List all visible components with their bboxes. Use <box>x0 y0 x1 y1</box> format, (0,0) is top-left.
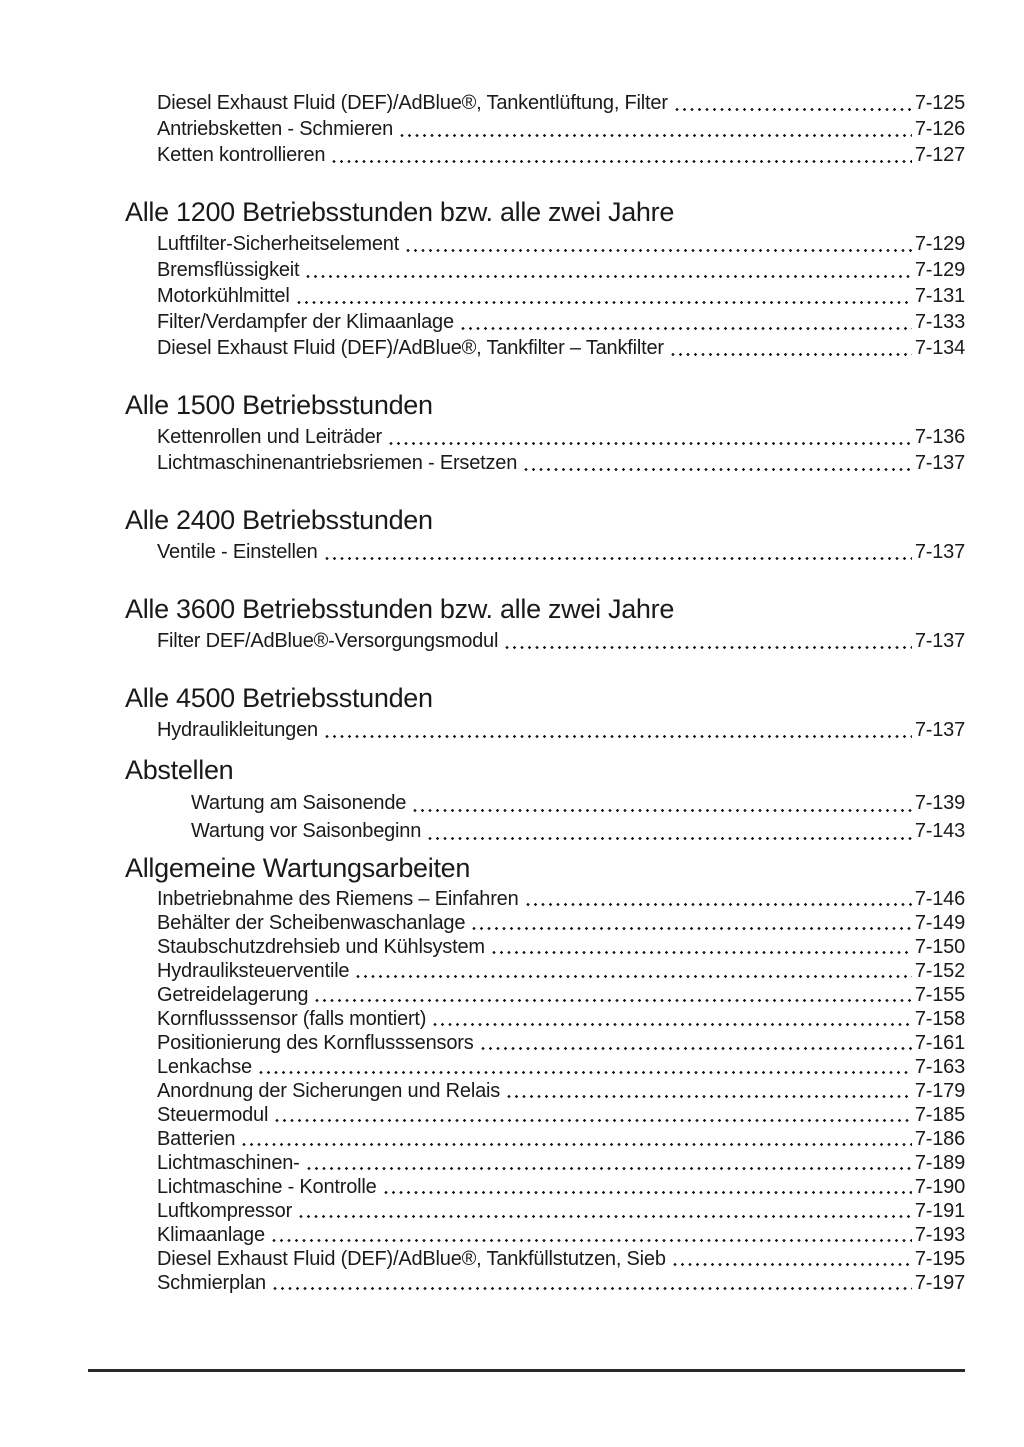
dot-leader <box>273 1287 912 1290</box>
toc-entry <box>125 1247 965 1271</box>
toc-entry-page: 7-137 <box>914 452 965 474</box>
toc-entry <box>125 309 965 335</box>
toc-entry-page: 7-131 <box>914 285 965 307</box>
toc-entry <box>125 911 965 935</box>
toc-entry-label: Lichtmaschine - Kontrolle <box>157 1176 377 1198</box>
toc-entry-page: 7-163 <box>914 1056 965 1078</box>
toc-section <box>125 195 965 361</box>
toc-entry-page: 7-185 <box>914 1104 965 1126</box>
toc-entry-page: 7-155 <box>914 984 965 1006</box>
toc-entry-label: Klimaanlage <box>157 1224 265 1246</box>
toc-entry <box>125 789 965 817</box>
toc-entry-label: Positionierung des Kornflusssensors <box>157 1032 474 1054</box>
toc-entry-label: Diesel Exhaust Fluid (DEF)/AdBlue®, Tankentlüftung, Filter <box>157 92 668 114</box>
toc-section <box>125 90 965 168</box>
dot-leader <box>400 134 912 137</box>
toc-entry <box>125 1127 965 1151</box>
section-rows <box>125 424 965 476</box>
toc-entry-page: 7-143 <box>914 820 965 842</box>
toc-entry-label: Luftfilter-Sicherheitselement <box>157 233 400 255</box>
toc-entry <box>125 1175 965 1199</box>
toc-entry-page: 7-186 <box>914 1128 965 1150</box>
dot-leader <box>307 1167 912 1170</box>
section-header: Alle 1500 Betriebsstunden <box>125 390 433 420</box>
toc-entry-label: Filter/Verdampfer der Klimaanlage <box>157 311 454 333</box>
toc-entry <box>125 1151 965 1175</box>
dot-leader <box>325 557 912 560</box>
toc-entry <box>125 887 965 911</box>
toc-entry-label: Ketten kontrollieren <box>157 144 326 166</box>
dot-leader <box>671 353 912 356</box>
section-header: Alle 4500 Betriebsstunden <box>125 683 433 713</box>
toc-entry <box>125 142 965 168</box>
toc-entry <box>125 935 965 959</box>
toc-section <box>125 851 965 1295</box>
toc-entry-label: Bremsflüssigkeit <box>157 259 300 281</box>
dot-leader <box>481 1047 912 1050</box>
dot-leader <box>433 1023 912 1026</box>
section-rows <box>125 789 965 845</box>
toc-entry-label: Steuermodul <box>157 1104 269 1126</box>
toc-entry-label: Lenkachse <box>157 1056 252 1078</box>
toc-entry-page: 7-179 <box>914 1080 965 1102</box>
footer-divider-rule <box>88 1369 965 1372</box>
toc-entry-label: Ventile - Einstellen <box>157 541 318 563</box>
toc-entry <box>125 817 965 845</box>
toc-entry-label: Wartung am Saisonende <box>191 792 407 814</box>
section-rows <box>125 90 965 168</box>
dot-leader <box>306 275 911 278</box>
toc-entry-page: 7-137 <box>914 541 965 563</box>
toc-section <box>125 681 965 743</box>
dot-leader <box>675 108 912 111</box>
dot-leader <box>384 1191 912 1194</box>
toc-entry-page: 7-136 <box>914 426 965 448</box>
toc-entry-page: 7-150 <box>914 936 965 958</box>
toc-entry <box>125 283 965 309</box>
toc-entry-page: 7-149 <box>914 912 965 934</box>
dot-leader <box>299 1215 912 1218</box>
toc-entry-label: Behälter der Scheibenwaschanlage <box>157 912 466 934</box>
toc-entry-label: Diesel Exhaust Fluid (DEF)/AdBlue®, Tankfüllstutzen, Sieb <box>157 1248 666 1270</box>
toc-entry-label: Motorkühlmittel <box>157 285 290 307</box>
section-rows <box>125 539 965 565</box>
dot-leader <box>413 809 912 812</box>
section-header: Allgemeine Wartungsarbeiten <box>125 853 471 883</box>
dot-leader <box>461 327 912 330</box>
toc-entry-label: Lichtmaschinen- <box>157 1152 300 1174</box>
toc-entry <box>125 450 965 476</box>
toc-entry <box>125 628 965 654</box>
toc-entry <box>125 231 965 257</box>
toc-entry-page: 7-134 <box>914 337 965 359</box>
toc-entry <box>125 1007 965 1031</box>
dot-leader <box>389 442 912 445</box>
toc-section <box>125 592 965 654</box>
dot-leader <box>406 249 912 252</box>
section-header: Abstellen <box>125 755 234 785</box>
dot-leader <box>428 837 912 840</box>
dot-leader <box>507 1095 912 1098</box>
toc-entry <box>125 959 965 983</box>
dot-leader <box>259 1071 912 1074</box>
toc-entry-label: Filter DEF/AdBlue®-Versorgungsmodul <box>157 630 499 652</box>
toc-entry-label: Luftkompressor <box>157 1200 293 1222</box>
toc-entry-page: 7-189 <box>914 1152 965 1174</box>
dot-leader <box>526 903 912 906</box>
section-rows <box>125 887 965 1295</box>
toc-entry <box>125 983 965 1007</box>
toc-entry-page: 7-158 <box>914 1008 965 1030</box>
section-rows <box>125 628 965 654</box>
dot-leader <box>315 999 911 1002</box>
toc-entry-page: 7-129 <box>914 233 965 255</box>
toc-entry-label: Staubschutzdrehsieb und Kühlsystem <box>157 936 485 958</box>
toc-entry-page: 7-125 <box>914 92 965 114</box>
toc-entry-label: Schmierplan <box>157 1272 266 1294</box>
toc-entry <box>125 335 965 361</box>
toc-entry-page: 7-126 <box>914 118 965 140</box>
section-rows <box>125 231 965 361</box>
toc-section <box>125 503 965 565</box>
toc-entry <box>125 1271 965 1295</box>
dot-leader <box>332 160 912 163</box>
toc-entry <box>125 1223 965 1247</box>
dot-leader <box>356 975 911 978</box>
toc-entry-label: Inbetriebnahme des Riemens – Einfahren <box>157 888 519 910</box>
dot-leader <box>272 1239 912 1242</box>
toc-entry-label: Diesel Exhaust Fluid (DEF)/AdBlue®, Tankfilter – Tankfilter <box>157 337 664 359</box>
toc-entry <box>125 1079 965 1103</box>
dot-leader <box>472 927 912 930</box>
toc-entry <box>125 539 965 565</box>
toc-entry-page: 7-161 <box>914 1032 965 1054</box>
toc-entry-label: Anordnung der Sicherungen und Relais <box>157 1080 501 1102</box>
section-header: Alle 2400 Betriebsstunden <box>125 505 433 535</box>
toc-entry <box>125 257 965 283</box>
dot-leader <box>275 1119 912 1122</box>
toc-entry <box>125 717 965 743</box>
toc-entry <box>125 424 965 450</box>
toc-content <box>125 90 965 1295</box>
toc-entry <box>125 116 965 142</box>
toc-entry-page: 7-137 <box>914 630 965 652</box>
toc-entry-label: Getreidelagerung <box>157 984 309 1006</box>
toc-entry-page: 7-195 <box>914 1248 965 1270</box>
dot-leader <box>524 468 912 471</box>
toc-entry-label: Lichtmaschinenantriebsriemen - Ersetzen <box>157 452 518 474</box>
section-header: Alle 1200 Betriebsstunden bzw. alle zwei Jahre <box>125 197 675 227</box>
toc-entry-page: 7-152 <box>914 960 965 982</box>
toc-entry <box>125 1031 965 1055</box>
toc-entry <box>125 90 965 116</box>
dot-leader <box>673 1263 912 1266</box>
toc-entry-label: Hydraulikleitungen <box>157 719 318 741</box>
toc-entry-page: 7-129 <box>914 259 965 281</box>
toc-entry-page: 7-133 <box>914 311 965 333</box>
toc-entry <box>125 1055 965 1079</box>
toc-entry-page: 7-190 <box>914 1176 965 1198</box>
toc-entry-label: Antriebsketten - Schmieren <box>157 118 394 140</box>
toc-entry-page: 7-139 <box>914 792 965 814</box>
toc-entry-page: 7-146 <box>914 888 965 910</box>
toc-section <box>125 753 965 845</box>
dot-leader <box>297 301 912 304</box>
toc-entry-page: 7-191 <box>914 1200 965 1222</box>
dot-leader <box>505 646 912 649</box>
toc-entry-page: 7-137 <box>914 719 965 741</box>
dot-leader <box>325 735 912 738</box>
toc-entry-label: Wartung vor Saisonbeginn <box>191 820 422 842</box>
toc-entry <box>125 1199 965 1223</box>
dot-leader <box>242 1143 912 1146</box>
toc-entry-page: 7-127 <box>914 144 965 166</box>
toc-entry-page: 7-197 <box>914 1272 965 1294</box>
toc-entry-label: Hydrauliksteuerventile <box>157 960 350 982</box>
toc-entry-label: Kornflusssensor (falls montiert) <box>157 1008 427 1030</box>
toc-entry-label: Batterien <box>157 1128 236 1150</box>
toc-entry-page: 7-193 <box>914 1224 965 1246</box>
section-rows <box>125 717 965 743</box>
toc-entry <box>125 1103 965 1127</box>
toc-section <box>125 388 965 476</box>
section-header: Alle 3600 Betriebsstunden bzw. alle zwei Jahre <box>125 594 675 624</box>
dot-leader <box>492 951 912 954</box>
toc-entry-label: Kettenrollen und Leiträder <box>157 426 382 448</box>
